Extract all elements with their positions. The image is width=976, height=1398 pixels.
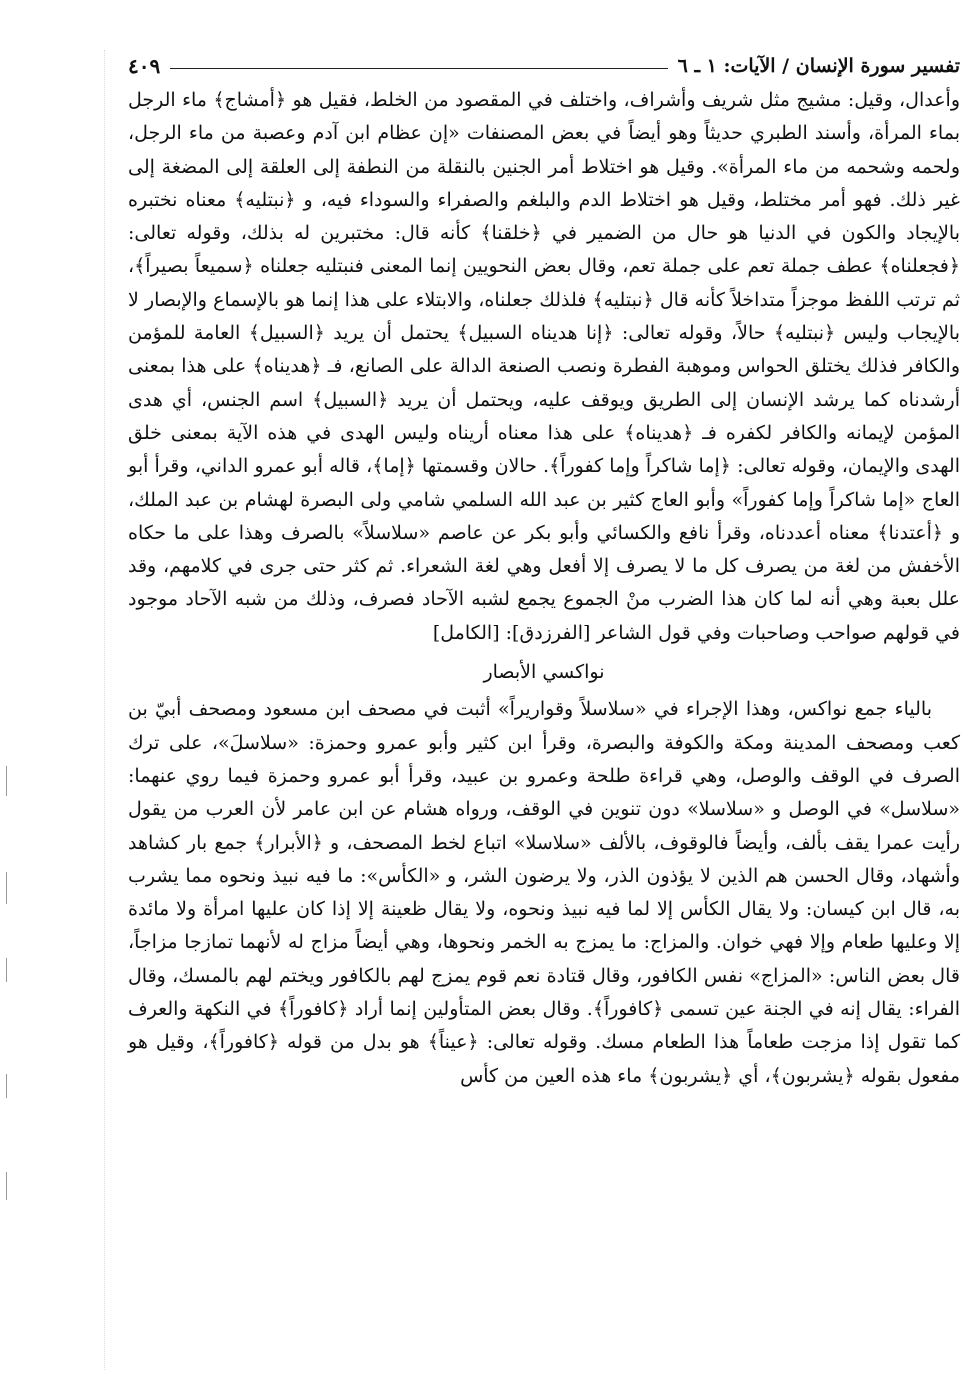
paragraph: وأعدال، وقيل: مشيج مثل شريف وأشراف، واختلف في المقصود من الخلط، فقيل هو ﴿أمشاج﴾ ماء الرجل بماء المرأة، وأسند الطبري حديثاً وهو أيضاً في بعض المصنفات «إن عظام ابن آدم وعصبة من ماء الرجل، ولحمه وشحمه من ماء المرأة». وقيل هو اختلاط أمر الجنين بالنقلة من النطفة إلى العلقة إلى المضغة إلى غير ذلك. فهو أمر مختلط، وقيل هو اختلاط الدم والبلغم والصفراء والسوداء فيه، و ﴿نبتليه﴾ معناه نختبره بالإيجاد والكون في الدنيا هو حال من الضمير في ﴿خلقنا﴾ كأنه قال: مختبرين له بذلك، وقوله تعالى: ﴿فجعلناه﴾ عطف جملة تعم على جملة تعم، وقال بعض النحويين إنما المعنى فنبتليه جعلناه ﴿سميعاً بصيراً﴾، ثم ترتب اللفظ موجزاً متداخلاً كأنه قال ﴿نبتليه﴾ فلذلك جعلناه، والابتلاء على هذا إنما هو بالإسماع والإبصار لا بالإيجاب وليس ﴿نبتليه﴾ حالاً، وقوله تعالى: ﴿إنا هديناه السبيل﴾ يحتمل أن يريد ﴿السبيل﴾ العامة للمؤمن والكافر فذلك يختلق الحواس وموهبة الفطرة ونصب الصنعة الدالة على الصانع، فـ ﴿هديناه﴾ على هذا بمعنى أرشدناه كما يرشد الإنسان إلى الطريق ويوقف عليه، ويحتمل أن يريد ﴿السبيل﴾ اسم الجنس، أي هدى المؤمن لإيمانه والكافر لكفره فـ ﴿هديناه﴾ على هذا معناه أريناه وليس الهدى في هذه الآية بمعنى خلق الهدى والإيمان، وقوله تعالى: ﴿إما شاكراً وإما كفوراً﴾. حالان وقسمتها ﴿إما﴾، قاله أبو عمرو الداني، وقرأ أبو العاج «إما شاكراً وإما كفوراً» وأبو العاج كثير بن عبد الله السلمي شامي ولى البصرة لهشام بن عبد الملك، و ﴿أعتدنا﴾ معناه أعددناه، وقرأ نافع والكسائي وأبو بكر عن عاصم «سلاسلاً» بالصرف وهذا على ما حكاه الأخفش من لغة من يصرف كل ما لا يصرف إلا أفعل وهي لغة الشعراء. ثم كثر حتى جرى في كلامهم، وقد علل بعبة وهي أنه لما كان هذا الضرب منْ الجموع يجمع لشبه الآحاد فصرف، وذلك من شبه الآحاد موجود في قولهم صواحب وصاحبات وفي قول الشاعر [الفرزدق]: [الكامل] [128, 89, 960, 644]
margin-mark [6, 766, 7, 796]
margin-mark [6, 1172, 7, 1200]
poetry-verse: نواكسي الأبصار [483, 661, 605, 684]
running-header [128, 48, 960, 84]
margin-mark [6, 1074, 7, 1098]
header-title: تفسير سورة الإنسان / الآيات: ١ ـ ٦ [677, 55, 960, 77]
margin-mark [6, 872, 7, 904]
margin-mark [6, 958, 7, 982]
header-rule [170, 68, 667, 69]
page [128, 48, 960, 1378]
page-number: ٤٠٩ [128, 54, 161, 78]
gutter-line [104, 50, 106, 1370]
paragraph: بالياء جمع نواكس، وهذا الإجراء في «سلاسلاً وقواريراً» أثبت في مصحف ابن مسعود ومصحف أبيّ بن كعب ومصحف المدينة ومكة والكوفة والبصرة، وقرأ ابن كثير وأبو عمرو وحمزة: «سلاسلَ»، على ترك الصرف في الوقف والوصل، وهي قراءة طلحة وعمرو بن عبيد، وقرأ أبو عمرو وحمزة فيما روي عنهما: «سلاسل» في الوصل و «سلاسلا» دون تنوين في الوقف، ورواه هشام عن ابن عامر لأن العرب من يقول رأيت عمرا يقف بألف، وأيضاً فالوقوف، بالألف «سلاسلا» اتباع لخط المصحف، و ﴿الأبرار﴾ جمع بار كشاهد وأشهاد، وقال الحسن هم الذين لا يؤذون الذر، ولا يرضون الشر، و «الكأس»: ما فيه نبيذ ونحوه مما يشرب به، قال ابن كيسان: ولا يقال الكأس إلا لما فيه نبيذ ونحوه، ولا يقال ظعينة إلا إذا كان عليها امرأة ولا مائدة إلا وعليها طعام وإلا فهي خوان. والمزاج: ما يمزج به الخمر ونحوها، وهي أيضاً مزاج له لأنهما تمازجا مزاجاً، قال بعض الناس: «المزاج» نفس الكافور، وقال قتادة نعم قوم يمزج لهم بالكافور ويختم لهم بالمسك، وقال الفراء: يقال إنه في الجنة عين تسمى ﴿كافوراً﴾. وقال بعض المتأولين إنما أراد ﴿كافوراً﴾ في النكهة والعرف كما تقول إذا مزجت طعاماً هذا الطعام مسك. وقوله تعالى: ﴿عيناً﴾ هو بدل من قوله ﴿كافوراً﴾، وقيل هو مفعول بقوله ﴿يشربون﴾، أي ﴿يشربون﴾ ماء هذه العين من كأس [128, 698, 960, 1087]
page-body [128, 84, 960, 1093]
